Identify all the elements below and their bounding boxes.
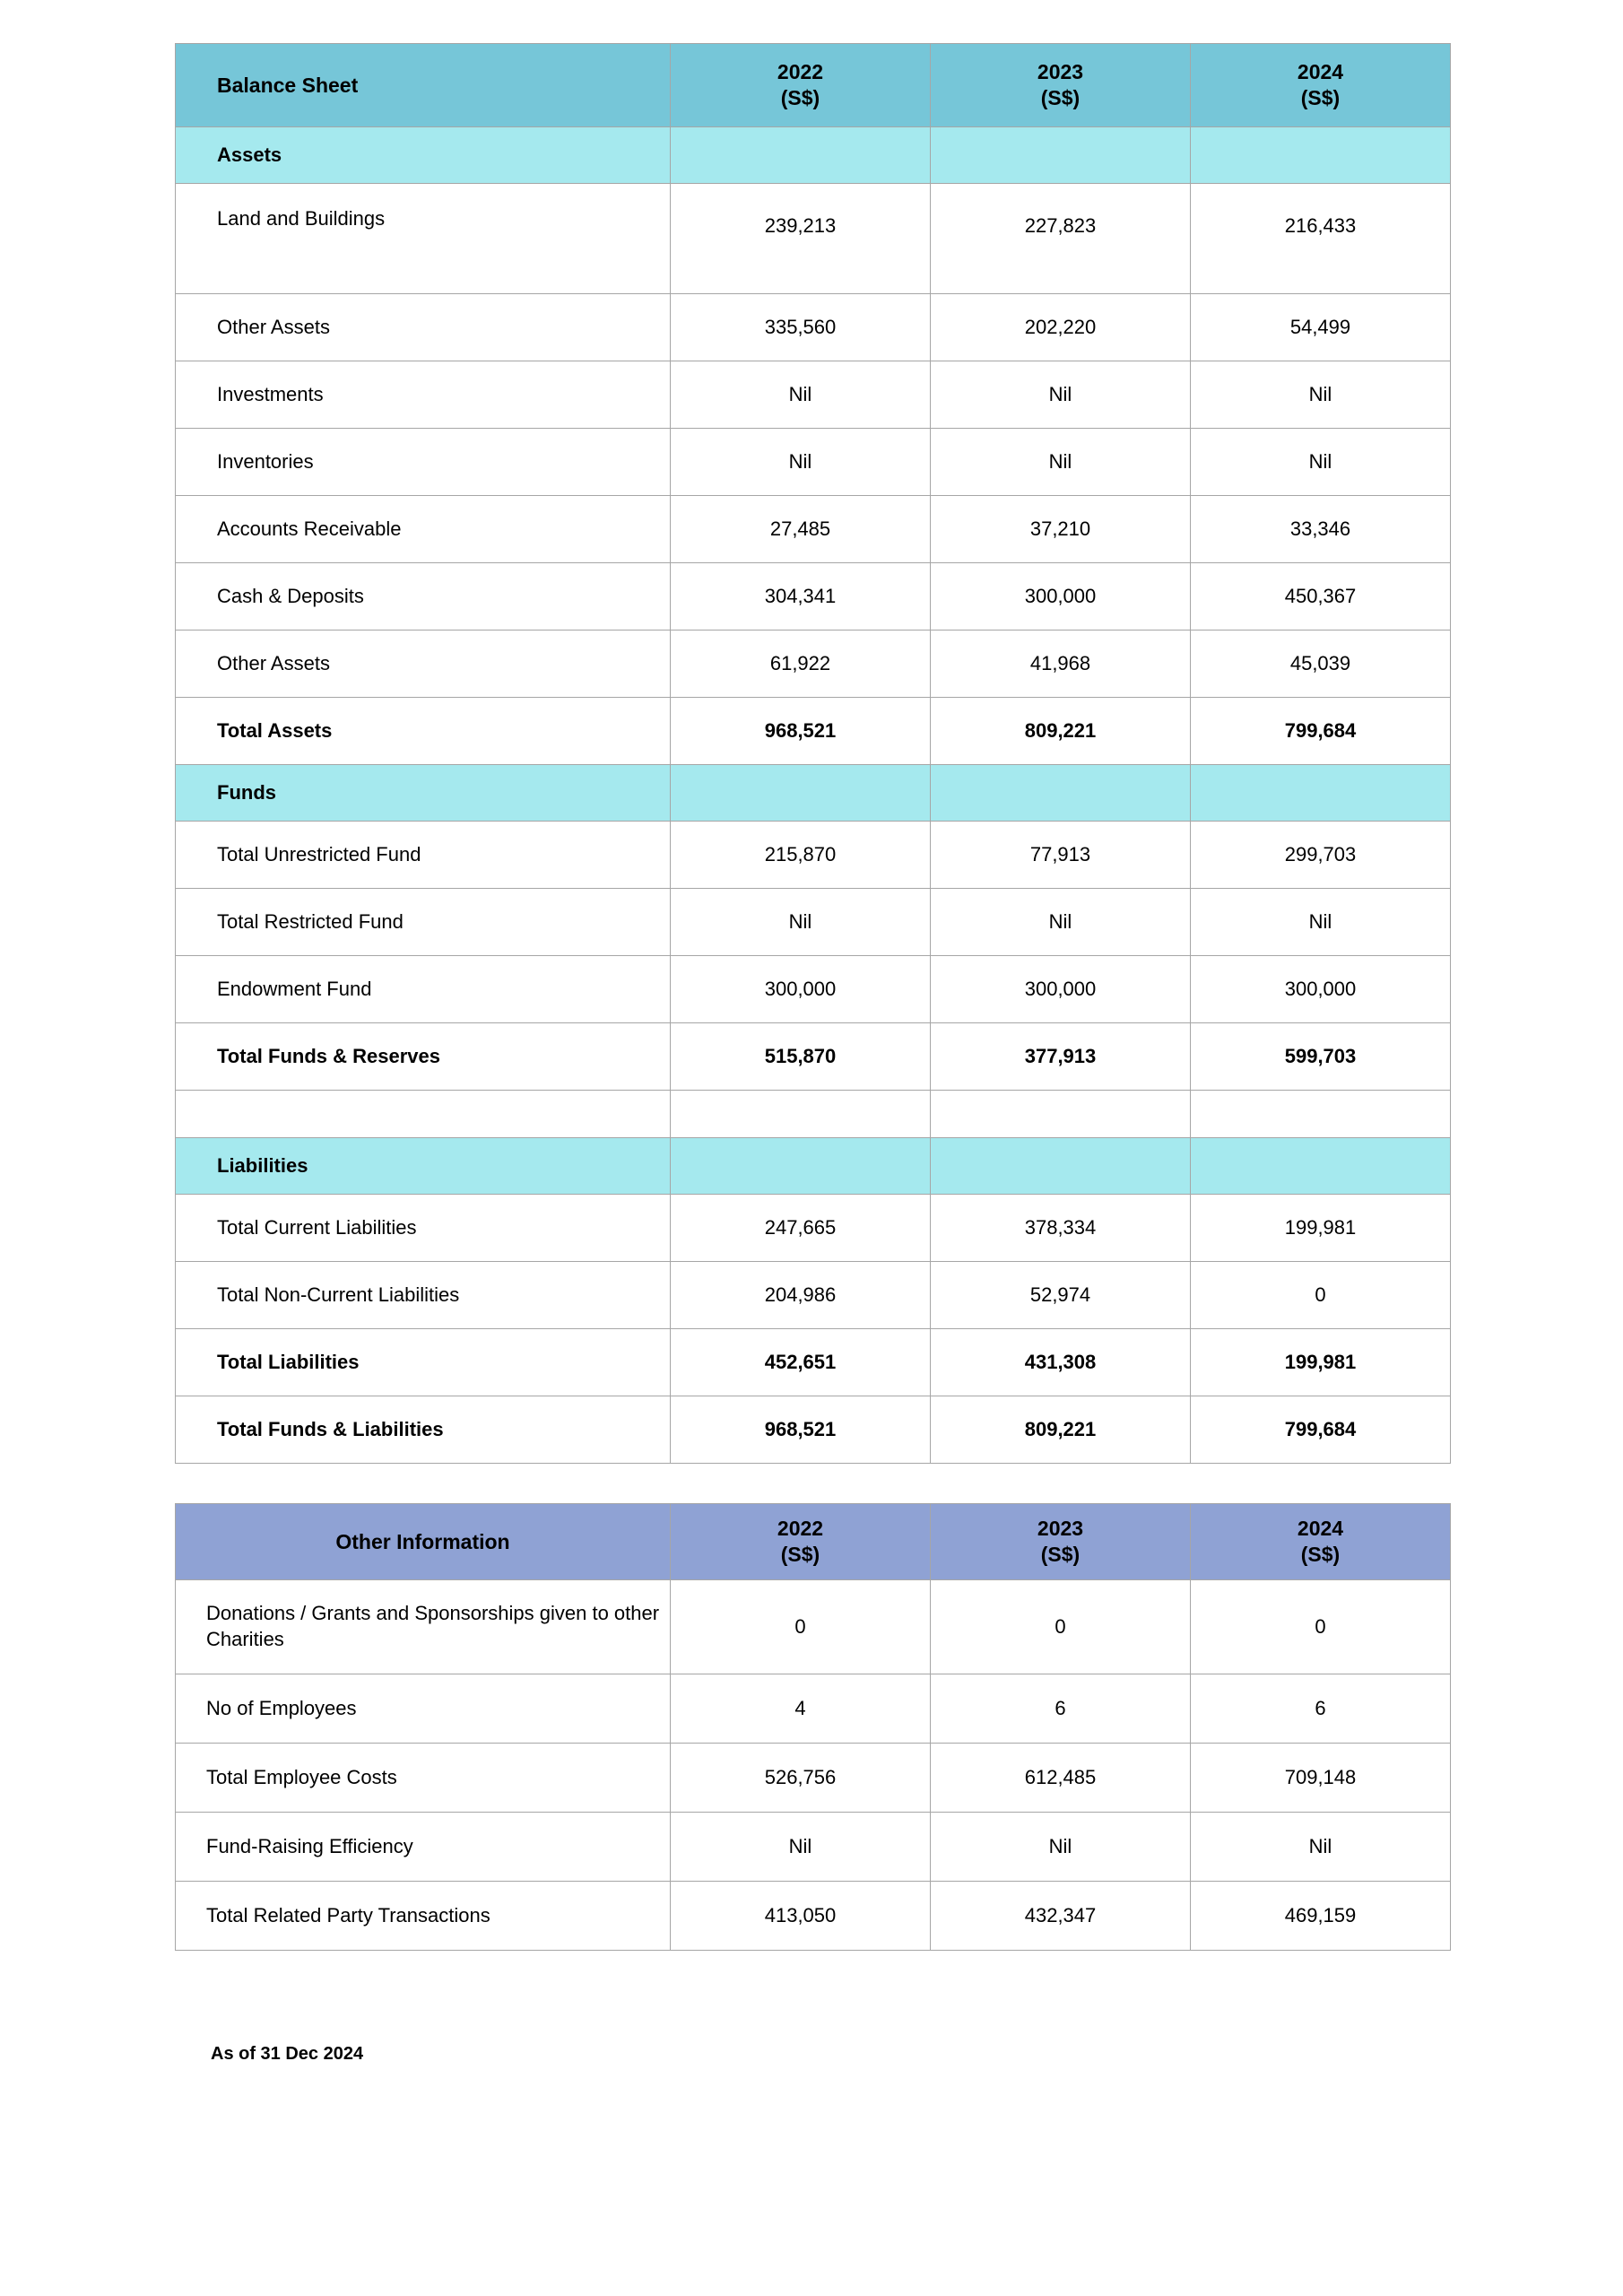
row-value: 968,521 — [671, 1396, 931, 1464]
column-header-year — [931, 1504, 1191, 1580]
section-row — [176, 127, 1451, 184]
row-value: 377,913 — [931, 1023, 1191, 1091]
row-label — [176, 1091, 671, 1138]
row-value: 202,220 — [931, 294, 1191, 361]
table-header-row — [176, 1504, 1451, 1580]
column-header-year — [1191, 44, 1451, 127]
row-value: 0 — [1191, 1580, 1451, 1674]
row-value: Nil — [671, 1813, 931, 1882]
row-value: 239,213 — [671, 184, 931, 294]
row-value: 216,433 — [1191, 184, 1451, 294]
row-value: 27,485 — [671, 496, 931, 563]
row-value: 809,221 — [931, 698, 1191, 765]
column-header-currency-label: (S$) — [1300, 86, 1341, 109]
row-value: 304,341 — [671, 563, 931, 631]
row-value: 0 — [931, 1580, 1191, 1674]
table-title: Other Information — [176, 1504, 671, 1580]
table-row — [176, 1744, 1451, 1813]
total-row — [176, 1023, 1451, 1091]
row-value: 799,684 — [1191, 1396, 1451, 1464]
table-title: Balance Sheet — [176, 44, 671, 127]
row-value: Nil — [1191, 889, 1451, 956]
total-row — [176, 698, 1451, 765]
row-value: 432,347 — [931, 1882, 1191, 1951]
row-value: 612,485 — [931, 1744, 1191, 1813]
row-value — [671, 1091, 931, 1138]
row-value: 77,913 — [931, 822, 1191, 889]
row-label: Other Assets — [176, 294, 671, 361]
row-value: 450,367 — [1191, 563, 1451, 631]
section-row — [176, 1138, 1451, 1195]
table-row — [176, 429, 1451, 496]
row-value: 469,159 — [1191, 1882, 1451, 1951]
row-label: Donations / Grants and Sponsorships given to other Charities — [176, 1580, 671, 1674]
row-label: Funds — [176, 765, 671, 822]
row-value: 45,039 — [1191, 631, 1451, 698]
table-row — [176, 294, 1451, 361]
row-value — [671, 1138, 931, 1195]
row-label: Total Current Liabilities — [176, 1195, 671, 1262]
column-header-currency-label: (S$) — [1040, 1543, 1081, 1566]
footer-note: As of 31 Dec 2024 — [211, 2044, 364, 2064]
table-row — [176, 184, 1451, 294]
row-label: Assets — [176, 127, 671, 184]
table-gap — [0, 1464, 1623, 1503]
row-value: 0 — [1191, 1262, 1451, 1329]
row-value: 0 — [671, 1580, 931, 1674]
row-value: 599,703 — [1191, 1023, 1451, 1091]
column-header-year-label: 2022 — [777, 1517, 824, 1541]
row-value: Nil — [1191, 429, 1451, 496]
row-label: Total Unrestricted Fund — [176, 822, 671, 889]
row-value — [1191, 127, 1451, 184]
table-row — [176, 1674, 1451, 1744]
row-value: 61,922 — [671, 631, 931, 698]
row-value: 452,651 — [671, 1329, 931, 1396]
row-label: Liabilities — [176, 1138, 671, 1195]
row-value: 6 — [1191, 1674, 1451, 1744]
row-value — [931, 1091, 1191, 1138]
row-value: 515,870 — [671, 1023, 931, 1091]
row-label: Land and Buildings — [176, 184, 671, 294]
row-value: Nil — [1191, 1813, 1451, 1882]
row-value: 809,221 — [931, 1396, 1191, 1464]
other-information-table — [175, 1503, 1451, 1951]
column-header-year-label: 2024 — [1297, 1517, 1344, 1541]
table-row — [176, 889, 1451, 956]
row-label: Total Restricted Fund — [176, 889, 671, 956]
row-label: No of Employees — [176, 1674, 671, 1744]
row-value: 799,684 — [1191, 698, 1451, 765]
row-value: 526,756 — [671, 1744, 931, 1813]
row-value: 300,000 — [671, 956, 931, 1023]
row-value: 378,334 — [931, 1195, 1191, 1262]
column-header-year-label: 2023 — [1037, 1517, 1084, 1541]
row-label: Endowment Fund — [176, 956, 671, 1023]
row-value: 199,981 — [1191, 1329, 1451, 1396]
row-value — [931, 127, 1191, 184]
row-value: Nil — [671, 889, 931, 956]
column-header-currency-label: (S$) — [1300, 1543, 1341, 1566]
table-row — [176, 631, 1451, 698]
row-value — [931, 1138, 1191, 1195]
row-label: Total Non-Current Liabilities — [176, 1262, 671, 1329]
row-value: 204,986 — [671, 1262, 931, 1329]
row-label: Total Assets — [176, 698, 671, 765]
row-label: Total Employee Costs — [176, 1744, 671, 1813]
row-label: Total Liabilities — [176, 1329, 671, 1396]
row-label: Accounts Receivable — [176, 496, 671, 563]
row-value: 54,499 — [1191, 294, 1451, 361]
column-header-year-label: 2022 — [777, 60, 824, 84]
row-value: 41,968 — [931, 631, 1191, 698]
column-header-currency-label: (S$) — [780, 86, 820, 109]
row-label: Other Assets — [176, 631, 671, 698]
row-value: 335,560 — [671, 294, 931, 361]
row-value: 709,148 — [1191, 1744, 1451, 1813]
row-value: 247,665 — [671, 1195, 931, 1262]
other-information-section — [175, 1503, 1448, 1951]
row-value: Nil — [931, 361, 1191, 429]
row-value: 300,000 — [931, 563, 1191, 631]
row-value — [931, 765, 1191, 822]
row-value — [671, 127, 931, 184]
column-header-year-label: 2023 — [1037, 60, 1084, 84]
row-label: Cash & Deposits — [176, 563, 671, 631]
row-value: 33,346 — [1191, 496, 1451, 563]
table-row — [176, 1813, 1451, 1882]
table-row — [176, 1580, 1451, 1674]
column-header-year — [931, 44, 1191, 127]
column-header-year — [671, 44, 931, 127]
row-value: 968,521 — [671, 698, 931, 765]
section-row — [176, 765, 1451, 822]
row-value: 431,308 — [931, 1329, 1191, 1396]
row-value — [1191, 765, 1451, 822]
row-value: Nil — [931, 429, 1191, 496]
row-value: 300,000 — [931, 956, 1191, 1023]
row-value: Nil — [931, 889, 1191, 956]
row-label: Investments — [176, 361, 671, 429]
spacer-row — [176, 1091, 1451, 1138]
row-label: Total Funds & Reserves — [176, 1023, 671, 1091]
table-row — [176, 1195, 1451, 1262]
table-row — [176, 1262, 1451, 1329]
total-row — [176, 1396, 1451, 1464]
row-value: 199,981 — [1191, 1195, 1451, 1262]
table-row — [176, 563, 1451, 631]
row-label: Total Funds & Liabilities — [176, 1396, 671, 1464]
row-value — [1191, 1138, 1451, 1195]
balance-sheet-section — [175, 43, 1448, 1464]
column-header-year-label: 2024 — [1297, 60, 1344, 84]
row-value: 215,870 — [671, 822, 931, 889]
row-value — [671, 765, 931, 822]
table-row — [176, 1882, 1451, 1951]
row-value: 52,974 — [931, 1262, 1191, 1329]
row-value: Nil — [671, 361, 931, 429]
table-row — [176, 496, 1451, 563]
row-value: 299,703 — [1191, 822, 1451, 889]
row-value: Nil — [1191, 361, 1451, 429]
column-header-currency-label: (S$) — [1040, 86, 1081, 109]
row-value: 37,210 — [931, 496, 1191, 563]
row-value: Nil — [671, 429, 931, 496]
row-value: 413,050 — [671, 1882, 931, 1951]
column-header-year — [1191, 1504, 1451, 1580]
row-value: 4 — [671, 1674, 931, 1744]
balance-sheet-table — [175, 43, 1451, 1464]
total-row — [176, 1329, 1451, 1396]
column-header-currency-label: (S$) — [780, 1543, 820, 1566]
row-value: Nil — [931, 1813, 1191, 1882]
table-header-row — [176, 44, 1451, 127]
row-value: 300,000 — [1191, 956, 1451, 1023]
row-value — [1191, 1091, 1451, 1138]
table-row — [176, 361, 1451, 429]
row-label: Fund-Raising Efficiency — [176, 1813, 671, 1882]
table-row — [176, 956, 1451, 1023]
row-label: Inventories — [176, 429, 671, 496]
row-label: Total Related Party Transactions — [176, 1882, 671, 1951]
row-value: 6 — [931, 1674, 1191, 1744]
column-header-year — [671, 1504, 931, 1580]
table-row — [176, 822, 1451, 889]
row-value: 227,823 — [931, 184, 1191, 294]
